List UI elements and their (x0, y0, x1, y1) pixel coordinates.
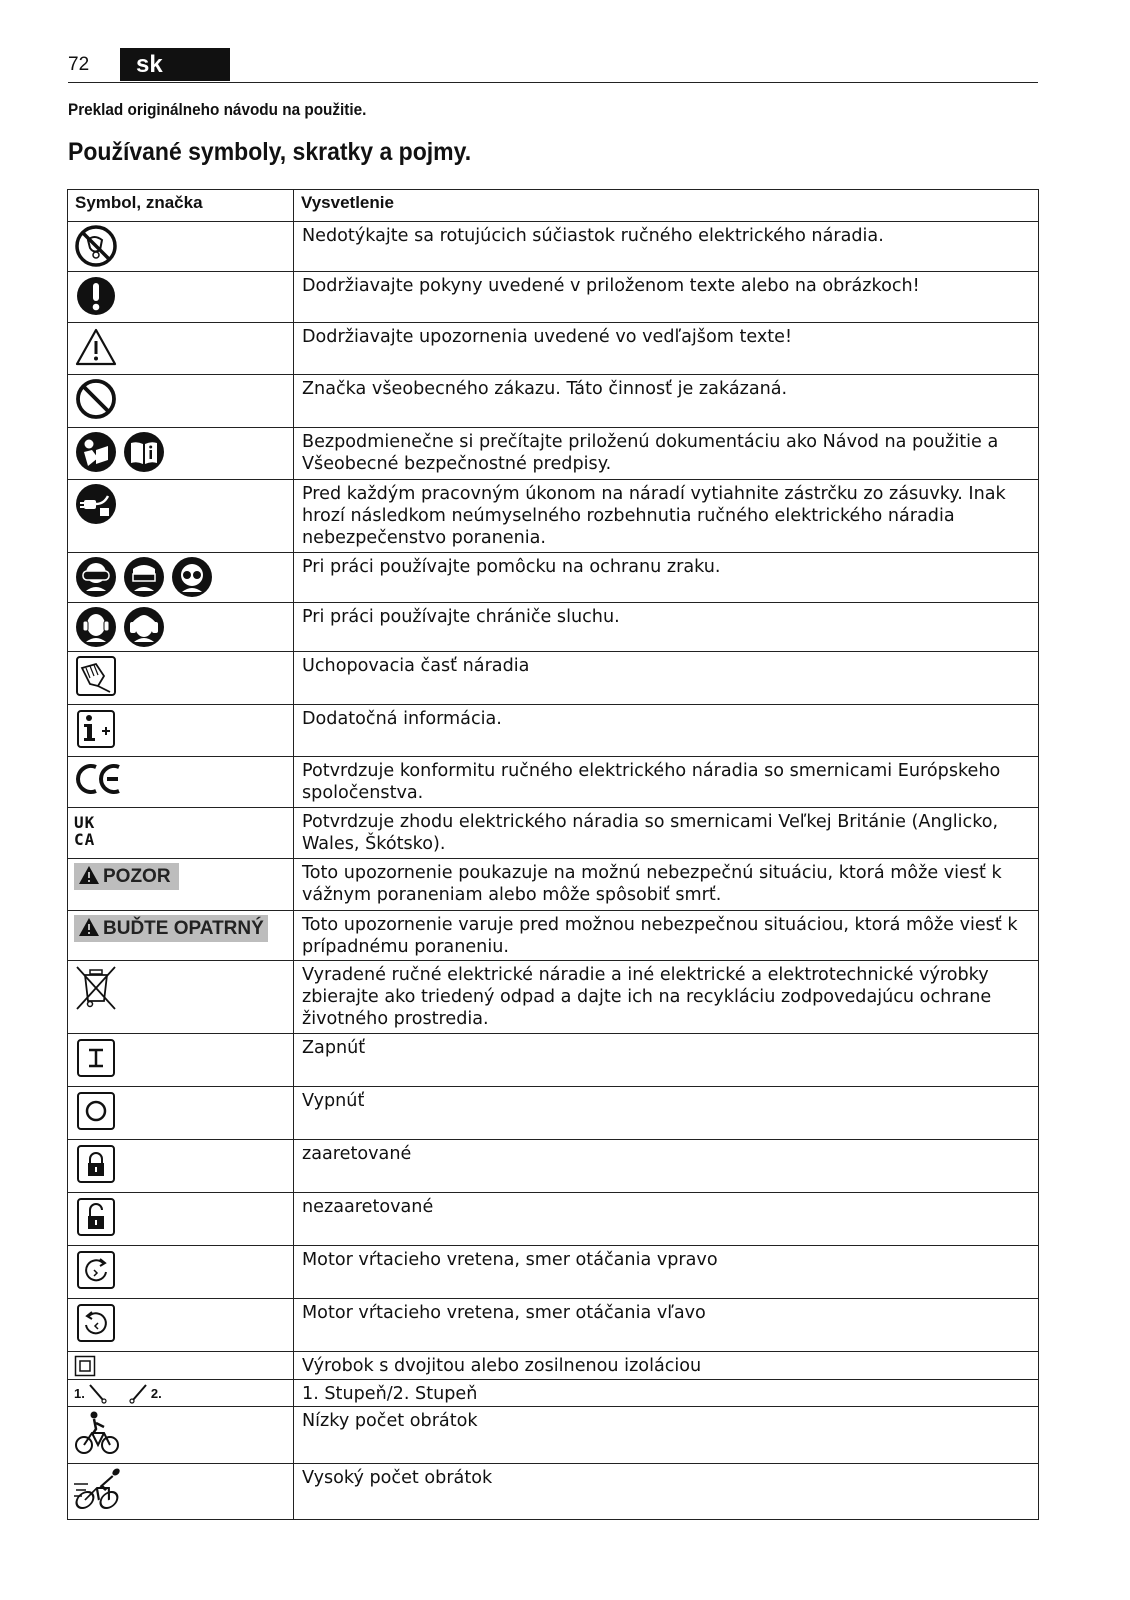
explanation-cell: nezaaretované (294, 1193, 1039, 1246)
explanation-cell: Vypnúť (294, 1087, 1039, 1140)
column-header-symbol: Symbol, značka (68, 190, 294, 222)
double-insulation-icon (74, 1355, 96, 1377)
explanation-cell: zaaretované (294, 1140, 1039, 1193)
table-row (68, 480, 1039, 553)
explanation-cell: Dodržiavajte pokyny uvedené v priloženom texte alebo na obrázkoch! (294, 272, 1039, 323)
ear-muffs-icon (122, 605, 166, 649)
ukca-mark-icon (74, 814, 95, 848)
table-row (68, 1299, 1039, 1352)
explanation-cell: 1. Stupeň/2. Stupeň (294, 1380, 1039, 1407)
explanation-cell: Vysoký počet obrátok (294, 1464, 1039, 1520)
caution-badge-label: BUĎTE OPATRNÝ (103, 918, 264, 939)
safety-glasses-icon (170, 555, 214, 599)
warning-triangle-icon (78, 917, 100, 937)
warning-badge-label: POZOR (103, 866, 171, 887)
table-row (68, 323, 1039, 375)
read-manual-icon (74, 430, 118, 474)
table-row (68, 1246, 1039, 1299)
table-row (68, 1380, 1039, 1407)
caution-badge (74, 915, 268, 942)
stage-left-label: 1. (74, 1385, 85, 1401)
table-row (68, 603, 1039, 652)
explanation-cell: Potvrdzuje konformitu ručného elektrického náradia so smernicami Európskeho spoločenstva. (294, 757, 1039, 808)
lever-up-icon (127, 1382, 149, 1404)
table-row (68, 652, 1039, 705)
bicycle-fast-icon (74, 1466, 126, 1514)
table-row (68, 222, 1039, 272)
do-not-touch-rotating-icon (74, 224, 118, 268)
table-row (68, 1352, 1039, 1380)
table-row (68, 757, 1039, 808)
exclamation-circle-icon (74, 274, 118, 318)
table-row (68, 1034, 1039, 1087)
explanation-cell: Potvrdzuje zhodu elektrického náradia so smernicami Veľkej Británie (Anglicko, Wales, Škótsko). (294, 808, 1039, 859)
language-tab: sk (120, 48, 230, 81)
explanation-cell: Výrobok s dvojitou alebo zosilnenou izoláciou (294, 1352, 1039, 1380)
table-row (68, 1140, 1039, 1193)
table-row (68, 375, 1039, 428)
rotation-right-icon (74, 1248, 118, 1292)
gear-stage-icon (74, 1382, 287, 1404)
explanation-cell: Dodatočná informácia. (294, 705, 1039, 757)
explanation-cell: Toto upozornenie varuje pred možnou nebezpečnou situáciou, ktorá môže viesť k prípadnému poraneniu. (294, 911, 1039, 961)
table-row (68, 428, 1039, 480)
info-book-icon (122, 430, 166, 474)
grip-surface-icon (74, 654, 118, 698)
warning-triangle-icon (78, 865, 100, 885)
prohibition-icon (74, 377, 118, 421)
page-header (68, 48, 1038, 83)
explanation-cell: Pri práci používajte chrániče sluchu. (294, 603, 1039, 652)
explanation-cell: Vyradené ručné elektrické náradie a iné elektrické a elektrotechnické výrobky zbierajte ako triedený odpad a dajte ich na recykláciu zodpovedajúcu ochrane životného prostredia. (294, 961, 1039, 1034)
document-subtitle: Preklad originálneho návodu na použitie. (68, 100, 367, 119)
explanation-cell: Značka všeobecného zákazu. Táto činnosť je zakázaná. (294, 375, 1039, 428)
explanation-cell: Uchopovacia časť náradia (294, 652, 1039, 705)
page-number: 72 (68, 54, 90, 75)
explanation-cell: Zapnúť (294, 1034, 1039, 1087)
explanation-cell: Pri práci používajte pomôcku na ochranu zraku. (294, 553, 1039, 603)
switch-off-icon (74, 1089, 118, 1133)
explanation-cell: Toto upozornenie poukazuje na možnú nebezpečnú situáciu, ktorá môže viesť k vážnym poraneniam alebo môže spôsobiť smrť. (294, 859, 1039, 911)
table-header-row (68, 190, 1039, 222)
warning-badge (74, 863, 179, 890)
table-row (68, 1407, 1039, 1464)
info-plus-icon (74, 707, 118, 751)
stage-right-label: 2. (150, 1385, 162, 1401)
table-row (68, 1087, 1039, 1140)
table-row (68, 961, 1039, 1034)
goggles-icon (74, 555, 118, 599)
explanation-cell: Nízky počet obrátok (294, 1407, 1039, 1464)
rotation-left-icon (74, 1301, 118, 1345)
ear-protection-icon (74, 605, 118, 649)
ce-mark-icon (74, 759, 124, 799)
ukca-line-2: CA (74, 830, 96, 849)
section-title: Používané symboly, skratky a pojmy. (68, 138, 472, 166)
column-header-explanation: Vysvetlenie (294, 190, 1039, 222)
table-row (68, 911, 1039, 961)
face-shield-icon (122, 555, 166, 599)
table-row (68, 272, 1039, 323)
lever-down-icon (87, 1382, 109, 1404)
table-row (68, 705, 1039, 757)
ukca-line-1: UK (74, 813, 96, 832)
explanation-cell: Dodržiavajte upozornenia uvedené vo vedľajšom texte! (294, 323, 1039, 375)
explanation-cell: Nedotýkajte sa rotujúcich súčiastok ručného elektrického náradia. (294, 222, 1039, 272)
switch-on-icon (74, 1036, 118, 1080)
table-row (68, 1193, 1039, 1246)
locked-icon (74, 1142, 118, 1186)
bicycle-slow-icon (74, 1409, 120, 1457)
table-row (68, 859, 1039, 911)
table-row (68, 808, 1039, 859)
explanation-cell: Motor vŕtacieho vretena, smer otáčania vľavo (294, 1299, 1039, 1352)
explanation-cell: Bezpodmienečne si prečítajte priloženú dokumentáciu ako Návod na použitie a Všeobecné bezpečnostné predpisy. (294, 428, 1039, 480)
table-row (68, 1464, 1039, 1520)
weee-bin-icon (74, 963, 118, 1011)
table-row (68, 553, 1039, 603)
unlocked-icon (74, 1195, 118, 1239)
warning-triangle-icon (74, 325, 118, 369)
explanation-cell: Pred každým pracovným úkonom na náradí vytiahnite zástrčku zo zásuvky. Inak hrozí následkom neúmyselného rozbehnutia ručného elektrického náradia nebezpečenstvo poranenia. (294, 480, 1039, 553)
explanation-cell: Motor vŕtacieho vretena, smer otáčania vpravo (294, 1246, 1039, 1299)
symbols-table (67, 189, 1039, 1520)
unplug-icon (74, 482, 118, 526)
